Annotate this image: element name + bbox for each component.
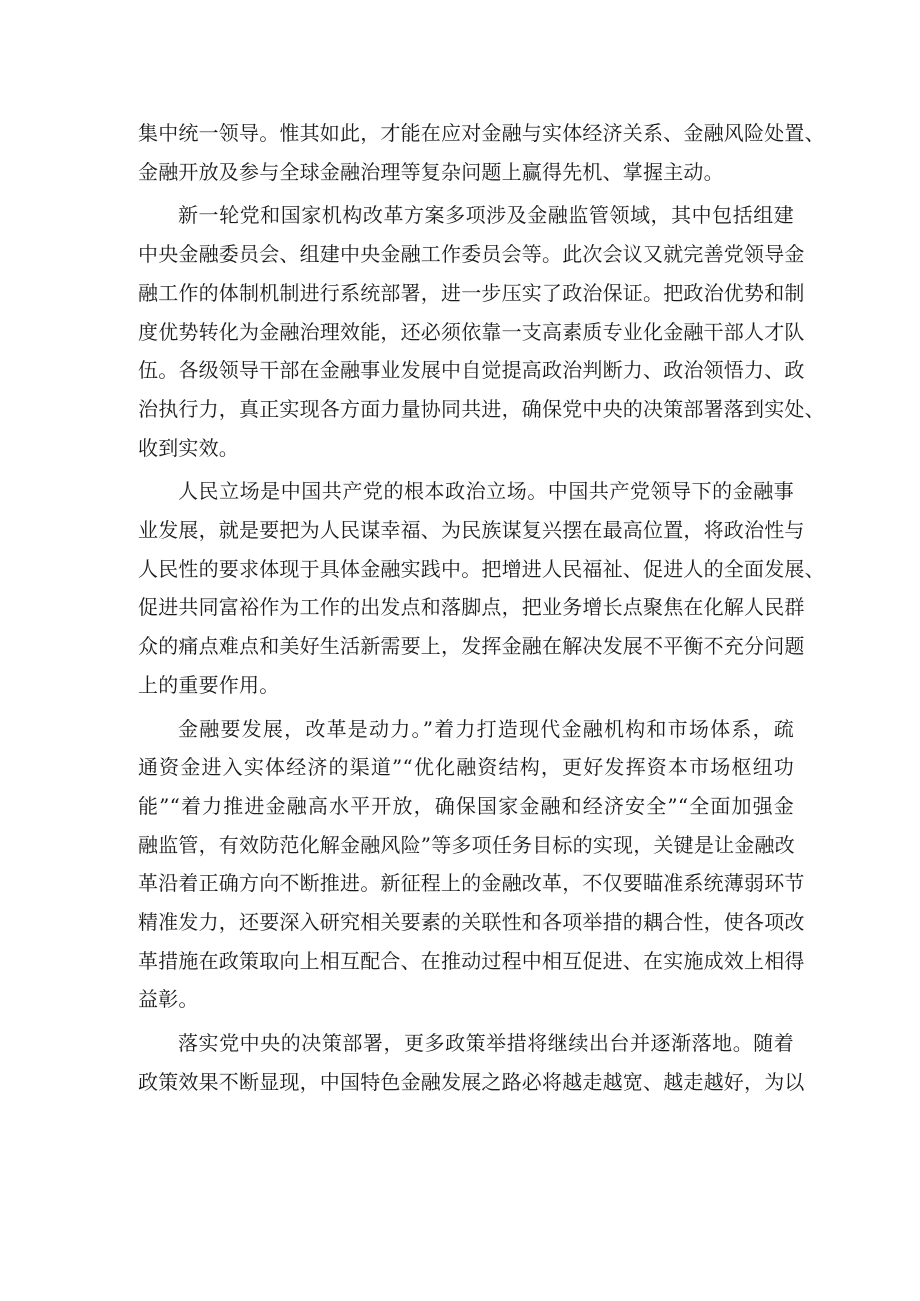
text-line: 新一轮党和国家机构改革方案多项涉及金融监管领域，其中包括组建 bbox=[178, 203, 794, 228]
text-line: 促进共同富裕作为工作的出发点和落脚点，把业务增长点聚焦在化解人民群 bbox=[138, 595, 805, 620]
text-line: 伍。各级领导干部在金融事业发展中自觉提高政治判断力、政治领悟力、政 bbox=[138, 358, 805, 383]
paragraph-3 bbox=[138, 472, 825, 704]
paragraph-1 bbox=[138, 114, 825, 191]
paragraph-4 bbox=[138, 710, 805, 1020]
text-line: 政策效果不断显现，中国特色金融发展之路必将越走越宽、越走越好，为以 bbox=[138, 1069, 805, 1094]
text-line: 人民立场是中国共产党的根本政治立场。中国共产党领导下的金融事 bbox=[178, 479, 794, 504]
text-line: 能”“着力推进金融高水平开放，确保国家金融和经济安全”“全面加强金 bbox=[138, 793, 794, 818]
text-line: 中央金融委员会、组建中央金融工作委员会等。此次会议又就完善党领导金 bbox=[138, 242, 805, 267]
text-line: 融监管，有效防范化解金融风险”等多项任务目标的实现，关键是让金融改 bbox=[138, 832, 795, 857]
text-line: 众的痛点难点和美好生活新需要上，发挥金融在解决发展不平衡不充分问题 bbox=[138, 634, 805, 659]
text-line: 收到实效。 bbox=[138, 435, 239, 460]
text-line: 度优势转化为金融治理效能，还必须依靠一支高素质专业化金融干部人才队 bbox=[138, 319, 805, 344]
text-line: 人民性的要求体现于具体金融实践中。把增进人民福祉、促进人的全面发展、 bbox=[138, 556, 825, 581]
text-line: 金融要发展，改革是动力。”着力打造现代金融机构和市场体系，疏 bbox=[178, 716, 794, 741]
text-line: 通资金进入实体经济的渠道”“优化融资结构，更好发挥资本市场枢纽功 bbox=[138, 755, 794, 780]
text-line: 益彰。 bbox=[138, 987, 199, 1012]
text-line: 金融开放及参与全球金融治理等复杂问题上赢得先机、掌握主动。 bbox=[138, 159, 724, 184]
text-line: 业发展，就是要把为人民谋幸福、为民族谋复兴摆在最高位置，将政治性与 bbox=[138, 518, 805, 543]
document-body bbox=[138, 114, 825, 1107]
text-line: 落实党中央的决策部署，更多政策举措将继续出台并逐渐落地。随着 bbox=[178, 1031, 794, 1056]
paragraph-5 bbox=[138, 1024, 805, 1101]
text-line: 集中统一领导。惟其如此，才能在应对金融与实体经济关系、金融风险处置、 bbox=[138, 121, 825, 145]
text-line: 治执行力，真正实现各方面力量协同共进，确保党中央的决策部署落到实处、 bbox=[138, 396, 825, 421]
text-line: 融工作的体制机制进行系统部署，进一步压实了政治保证。把政治优势和制 bbox=[138, 280, 805, 305]
text-line: 上的重要作用。 bbox=[138, 672, 280, 697]
text-line: 革沿着正确方向不断推进。新征程上的金融改革，不仅要瞄准系统薄弱环节 bbox=[138, 871, 805, 896]
paragraph-2 bbox=[138, 196, 825, 467]
text-line: 革措施在政策取向上相互配合、在推动过程中相互促进、在实施成效上相得 bbox=[138, 948, 805, 973]
text-line: 精准发力，还要深入研究相关要素的关联性和各项举措的耦合性，使各项改 bbox=[138, 910, 805, 935]
